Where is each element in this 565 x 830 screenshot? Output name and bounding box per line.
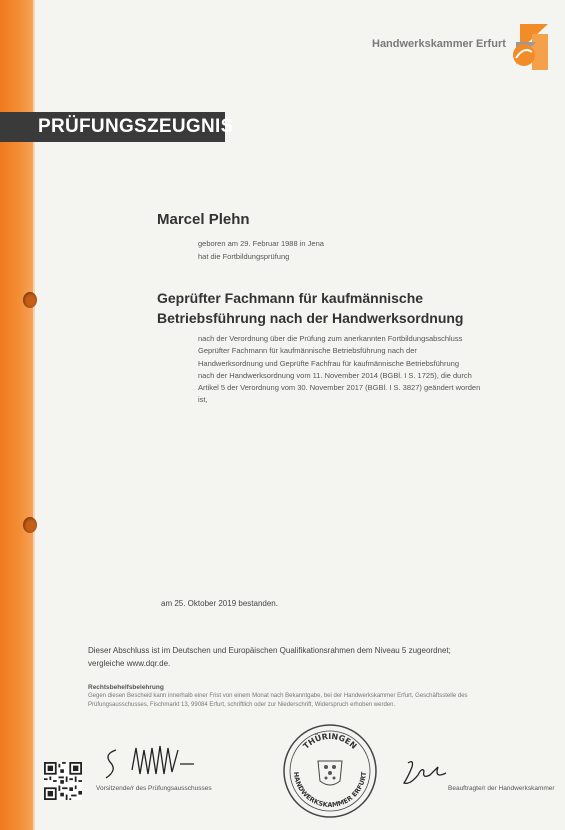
regulation-line: ist, bbox=[198, 395, 208, 405]
seal-top-text: THÜRINGEN bbox=[301, 731, 359, 751]
exam-line: hat die Fortbildungsprüfung bbox=[198, 252, 290, 261]
seal-bottom-text: HANDWERKSKAMMER ERFURT bbox=[291, 771, 369, 810]
regulation-line: Artikel 5 der Verordnung vom 30. November 2017 (BGBl. I S. 3827) geändert worden bbox=[198, 383, 481, 393]
regulation-line: nach der Verordnung über die Prüfung zum anerkannten Fortbildungsabschluss bbox=[198, 334, 463, 343]
birth-line: geboren am 29. Februar 1988 in Jena bbox=[198, 239, 324, 248]
chairperson-caption: Vorsitzende/r des Prüfungsausschusses bbox=[96, 785, 212, 792]
candidate-name: Marcel Plehn bbox=[157, 211, 250, 228]
legal-notice-text bbox=[88, 692, 518, 710]
document-title: PRÜFUNGSZEUGNIS bbox=[38, 116, 234, 137]
qualification-title-line2: Betriebsführung nach der Handwerksordnung bbox=[157, 310, 464, 326]
passed-date: am 25. Oktober 2019 bestanden. bbox=[161, 599, 278, 608]
regulation-line: Handwerksordnung und Geprüfte Fachfrau für kaufmännische Betriebsführung bbox=[198, 358, 459, 368]
legal-notice-line1: Gegen diesen Bescheid kann innerhalb einer Frist von einem Monat nach Bekanntgabe, bei der Handwerkskammer Erfurt, Geschäftsstelle des bbox=[88, 693, 468, 699]
regulation-paragraph bbox=[198, 333, 498, 407]
legal-notice-line2: Prüfungsausschusses, Fischmarkt 13, 99084 Erfurt, schriftlich oder zur Niederschrift, Widerspruch erhoben werden. bbox=[88, 702, 396, 708]
dqr-line1: Dieser Abschluss ist im Deutschen und Europäischen Qualifikationsrahmen dem Niveau 5 zugeordnet; bbox=[88, 646, 451, 655]
organization-name: Handwerkskammer Erfurt bbox=[372, 38, 506, 50]
official-seal bbox=[282, 723, 378, 819]
dqr-line2: vergleiche www.dqr.de. bbox=[88, 659, 171, 668]
hwk-logo-icon bbox=[502, 20, 550, 70]
svg-text:HANDWERKSKAMMER ERFURT bbox=[292, 771, 368, 809]
regulation-line: nach der Handwerksordnung vom 11. November 2014 (BGBl. I S. 1725), die durch bbox=[198, 370, 472, 380]
seal-emblem-icon bbox=[318, 761, 342, 785]
qr-code-icon bbox=[44, 762, 82, 800]
svg-text:THÜRINGEN bbox=[301, 732, 358, 751]
regulation-line: Geprüfter Fachmann für kaufmännische Betriebsführung nach der bbox=[198, 346, 417, 356]
legal-notice-title: Rechtsbehelfsbelehrung bbox=[88, 684, 164, 691]
qualification-title-line1: Geprüfter Fachmann für kaufmännische bbox=[157, 290, 424, 306]
signature-chairperson bbox=[96, 740, 206, 788]
title-banner bbox=[0, 112, 234, 142]
punch-hole-bottom bbox=[23, 517, 37, 533]
dqr-statement bbox=[88, 644, 498, 670]
qualification-title bbox=[157, 288, 497, 328]
punch-hole-top bbox=[23, 292, 37, 308]
representative-caption: Beauftragte/r der Handwerkskammer bbox=[448, 785, 555, 792]
